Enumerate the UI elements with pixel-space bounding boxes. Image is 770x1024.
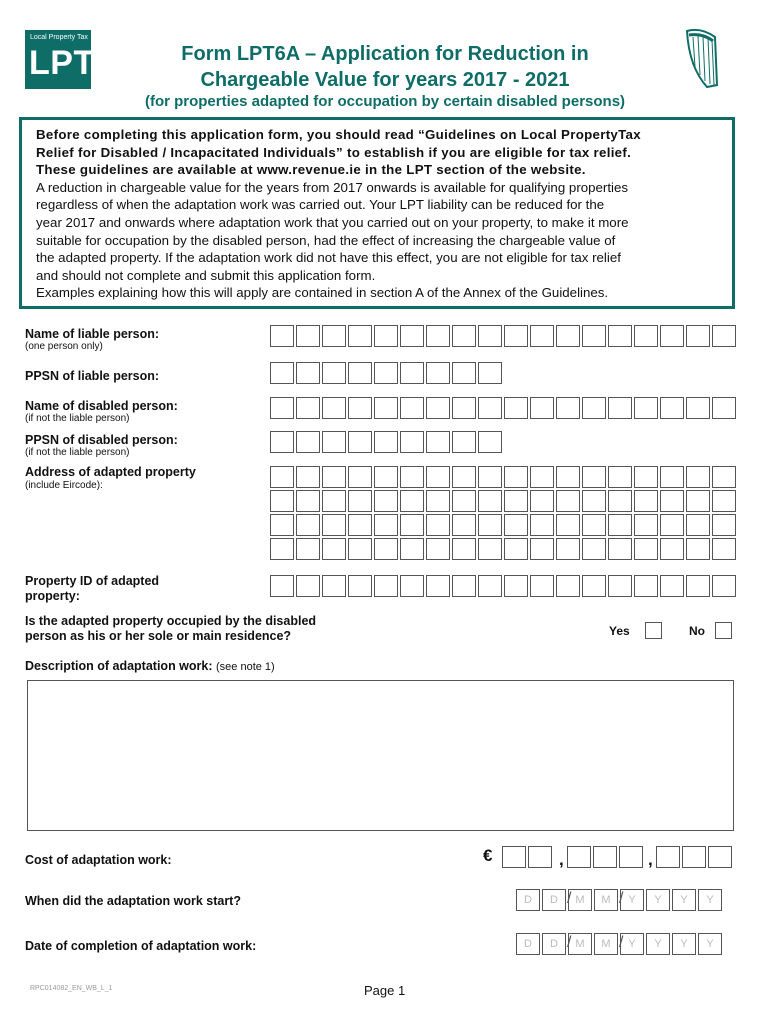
char-cell[interactable]	[478, 466, 502, 488]
char-cell[interactable]	[686, 538, 710, 560]
char-cell[interactable]	[660, 514, 684, 536]
char-cell[interactable]	[712, 397, 736, 419]
char-cell[interactable]	[452, 397, 476, 419]
char-cell[interactable]	[348, 431, 372, 453]
date-cell[interactable]: D	[516, 933, 540, 955]
char-cell[interactable]	[582, 514, 606, 536]
liable-ppsn-label: PPSN of liable person:	[25, 369, 160, 383]
description-note: (see note 1)	[216, 661, 275, 673]
char-cell[interactable]	[504, 514, 528, 536]
char-cell[interactable]	[530, 490, 554, 512]
char-cell[interactable]	[582, 466, 606, 488]
char-cell[interactable]	[634, 538, 658, 560]
char-cell[interactable]	[686, 575, 710, 597]
char-cell[interactable]	[634, 575, 658, 597]
char-cell[interactable]	[478, 325, 502, 347]
description-label-text: Description of adaptation work:	[25, 659, 213, 673]
date-cell[interactable]: Y	[698, 933, 722, 955]
info-line: suitable for occupation by the disabled person, had the effect of increasing the chargeable value of	[36, 232, 616, 248]
harp-emblem-icon	[681, 27, 721, 89]
form-title-line1: Form LPT6A – Application for Reduction in	[181, 43, 589, 65]
char-cell[interactable]	[322, 538, 346, 560]
char-cell[interactable]	[582, 397, 606, 419]
yes-label: Yes	[609, 624, 630, 638]
date-separator: /	[619, 934, 624, 951]
address-row[interactable]	[270, 490, 738, 514]
date-cell[interactable]: Y	[672, 933, 696, 955]
char-cell[interactable]	[374, 325, 398, 347]
char-cell[interactable]	[426, 575, 450, 597]
char-cell[interactable]	[426, 397, 450, 419]
date-cell[interactable]: D	[516, 889, 540, 911]
char-cell[interactable]	[270, 538, 294, 560]
char-cell[interactable]	[452, 514, 476, 536]
char-cell[interactable]	[426, 490, 450, 512]
char-cell[interactable]	[296, 325, 320, 347]
cost-comma: ,	[648, 850, 653, 869]
char-cell[interactable]	[348, 325, 372, 347]
address-input[interactable]	[270, 466, 738, 562]
cost-input-thousands[interactable]	[502, 846, 554, 868]
date-separator: /	[567, 934, 572, 951]
char-cell[interactable]	[348, 514, 372, 536]
char-cell[interactable]	[478, 362, 502, 384]
char-cell[interactable]	[712, 514, 736, 536]
char-cell[interactable]	[556, 466, 580, 488]
char-cell[interactable]	[452, 575, 476, 597]
info-line: and should not complete and submit this application form.	[36, 267, 376, 283]
cost-label: Cost of adaptation work:	[25, 853, 172, 867]
char-cell[interactable]	[478, 514, 502, 536]
char-cell[interactable]	[322, 362, 346, 384]
char-cell[interactable]	[582, 325, 606, 347]
char-cell[interactable]	[708, 846, 732, 868]
char-cell[interactable]	[660, 575, 684, 597]
char-cell[interactable]	[400, 362, 424, 384]
address-label: Address of adapted property	[25, 465, 196, 479]
char-cell[interactable]	[682, 846, 706, 868]
occupied-question-cont: person as his or her sole or main residence?	[25, 629, 292, 643]
char-cell[interactable]	[400, 575, 424, 597]
char-cell[interactable]	[270, 325, 294, 347]
char-cell[interactable]	[426, 514, 450, 536]
char-cell[interactable]	[452, 325, 476, 347]
no-checkbox[interactable]	[715, 622, 732, 639]
char-cell[interactable]	[593, 846, 617, 868]
date-cell[interactable]: Y	[646, 889, 670, 911]
char-cell[interactable]	[270, 362, 294, 384]
logo-top-text: Local Property Tax	[30, 34, 88, 41]
occupied-question: Is the adapted property occupied by the disabled	[25, 614, 317, 628]
char-cell[interactable]	[426, 431, 450, 453]
char-cell[interactable]	[270, 466, 294, 488]
address-row[interactable]	[270, 466, 738, 490]
char-cell[interactable]	[608, 397, 632, 419]
form-title-line2: Chargeable Value for years 2017 - 2021	[200, 69, 570, 91]
char-cell[interactable]	[712, 538, 736, 560]
char-cell[interactable]	[528, 846, 552, 868]
date-cell[interactable]: M	[594, 933, 618, 955]
date-cell[interactable]: Y	[698, 889, 722, 911]
char-cell[interactable]	[608, 514, 632, 536]
char-cell[interactable]	[374, 490, 398, 512]
char-cell[interactable]	[530, 575, 554, 597]
date-separator: /	[619, 890, 624, 907]
char-cell[interactable]	[582, 490, 606, 512]
char-cell[interactable]	[400, 431, 424, 453]
char-cell[interactable]	[296, 362, 320, 384]
char-cell[interactable]	[452, 490, 476, 512]
char-cell[interactable]	[556, 575, 580, 597]
cost-comma: ,	[559, 850, 564, 869]
char-cell[interactable]	[296, 538, 320, 560]
char-cell[interactable]	[400, 325, 424, 347]
char-cell[interactable]	[374, 538, 398, 560]
date-separator: /	[567, 890, 572, 907]
info-line: the adapted property. If the adaptation work did not have this effect, you are not eligible for tax relief	[36, 250, 621, 266]
char-cell[interactable]	[660, 490, 684, 512]
cost-input-units[interactable]	[656, 846, 734, 868]
disabled-ppsn-sublabel: (if not the liable person)	[25, 447, 130, 458]
char-cell[interactable]	[582, 575, 606, 597]
address-row[interactable]	[270, 538, 738, 562]
info-bold-line: These guidelines are available at www.revenue.ie in the LPT section of the website.	[36, 162, 586, 178]
description-label	[25, 659, 275, 675]
info-line: A reduction in chargeable value for the years from 2017 onwards is available for qualifying properties	[36, 179, 629, 195]
address-row[interactable]	[270, 514, 738, 538]
char-cell[interactable]	[712, 575, 736, 597]
disabled-name-input[interactable]	[270, 397, 738, 419]
char-cell[interactable]	[686, 325, 710, 347]
char-cell[interactable]	[530, 538, 554, 560]
date-cell[interactable]: M	[568, 933, 592, 955]
start-date-label: When did the adaptation work start?	[25, 894, 241, 908]
date-cell[interactable]: Y	[672, 889, 696, 911]
char-cell[interactable]	[634, 325, 658, 347]
disabled-ppsn-input[interactable]	[270, 431, 504, 453]
char-cell[interactable]	[530, 514, 554, 536]
char-cell[interactable]	[504, 466, 528, 488]
instructions-box	[19, 117, 735, 309]
char-cell[interactable]	[634, 397, 658, 419]
char-cell[interactable]	[322, 514, 346, 536]
char-cell[interactable]	[322, 325, 346, 347]
char-cell[interactable]	[296, 490, 320, 512]
char-cell[interactable]	[374, 397, 398, 419]
char-cell[interactable]	[504, 538, 528, 560]
cost-input-hundreds[interactable]	[567, 846, 645, 868]
char-cell[interactable]	[608, 325, 632, 347]
info-bold-line: Relief for Disabled / Incapacitated Individuals” to establish if you are eligible for tax relief.	[36, 144, 632, 160]
char-cell[interactable]	[426, 325, 450, 347]
char-cell[interactable]	[296, 514, 320, 536]
char-cell[interactable]	[686, 466, 710, 488]
char-cell[interactable]	[322, 490, 346, 512]
char-cell[interactable]	[452, 362, 476, 384]
char-cell[interactable]	[556, 490, 580, 512]
info-bold-line: Before completing this application form, you should read “Guidelines on Local PropertyTax	[36, 127, 641, 142]
char-cell[interactable]	[270, 575, 294, 597]
char-cell[interactable]	[567, 846, 591, 868]
no-label: No	[689, 624, 705, 638]
char-cell[interactable]	[270, 514, 294, 536]
info-line: Examples explaining how this will apply are contained in section A of the Annex of the Guidelines.	[36, 285, 609, 301]
char-cell[interactable]	[452, 466, 476, 488]
completion-date-label: Date of completion of adaptation work:	[25, 939, 257, 953]
completion-date-input[interactable]	[516, 933, 724, 955]
char-cell[interactable]	[660, 325, 684, 347]
date-cell[interactable]: M	[568, 889, 592, 911]
char-cell[interactable]	[296, 466, 320, 488]
char-cell[interactable]	[296, 431, 320, 453]
char-cell[interactable]	[426, 538, 450, 560]
char-cell[interactable]	[504, 397, 528, 419]
char-cell[interactable]	[608, 466, 632, 488]
logo-big-text: LPT	[29, 44, 95, 82]
char-cell[interactable]	[400, 466, 424, 488]
char-cell[interactable]	[556, 514, 580, 536]
char-cell[interactable]	[348, 490, 372, 512]
char-cell[interactable]	[619, 846, 643, 868]
char-cell[interactable]	[452, 431, 476, 453]
date-cell[interactable]: D	[542, 889, 566, 911]
char-cell[interactable]	[374, 362, 398, 384]
char-cell[interactable]	[656, 846, 680, 868]
description-textarea[interactable]	[27, 680, 734, 831]
char-cell[interactable]	[660, 466, 684, 488]
liable-name-label: Name of liable person:	[25, 327, 160, 341]
char-cell[interactable]	[426, 466, 450, 488]
char-cell[interactable]	[504, 325, 528, 347]
char-cell[interactable]	[348, 538, 372, 560]
char-cell[interactable]	[400, 490, 424, 512]
char-cell[interactable]	[556, 397, 580, 419]
char-cell[interactable]	[296, 397, 320, 419]
char-cell[interactable]	[608, 575, 632, 597]
char-cell[interactable]	[348, 466, 372, 488]
date-cell[interactable]: Y	[646, 933, 670, 955]
char-cell[interactable]	[608, 538, 632, 560]
info-line: year 2017 and onwards where adaptation work that you carried out on your property, to make it more	[36, 214, 629, 230]
form-reference: RPC014082_EN_WB_L_1	[30, 985, 113, 992]
disabled-ppsn-label: PPSN of disabled person:	[25, 433, 178, 447]
info-line: regardless of when the adaptation work was carried out. Your LPT liability can be reduced for the	[36, 197, 605, 213]
char-cell[interactable]	[686, 490, 710, 512]
start-date-input[interactable]	[516, 889, 724, 911]
char-cell[interactable]	[478, 575, 502, 597]
date-cell[interactable]: Y	[620, 933, 644, 955]
char-cell[interactable]	[478, 490, 502, 512]
char-cell[interactable]	[556, 538, 580, 560]
char-cell[interactable]	[322, 575, 346, 597]
char-cell[interactable]	[686, 397, 710, 419]
euro-symbol: €	[483, 846, 493, 865]
char-cell[interactable]	[634, 490, 658, 512]
char-cell[interactable]	[504, 490, 528, 512]
char-cell[interactable]	[530, 397, 554, 419]
page-number: Page 1	[364, 983, 406, 998]
char-cell[interactable]	[322, 397, 346, 419]
property-id-label-cont: property:	[25, 589, 80, 603]
form-subtitle: (for properties adapted for occupation by certain disabled persons)	[144, 93, 626, 110]
date-cell[interactable]: Y	[620, 889, 644, 911]
property-id-input[interactable]	[270, 575, 738, 597]
disabled-name-sublabel: (if not the liable person)	[25, 413, 130, 424]
char-cell[interactable]	[348, 575, 372, 597]
liable-ppsn-input[interactable]	[270, 362, 504, 384]
char-cell[interactable]	[478, 431, 502, 453]
char-cell[interactable]	[296, 575, 320, 597]
char-cell[interactable]	[686, 514, 710, 536]
char-cell[interactable]	[374, 575, 398, 597]
char-cell[interactable]	[374, 431, 398, 453]
char-cell[interactable]	[426, 362, 450, 384]
char-cell[interactable]	[634, 466, 658, 488]
yes-checkbox[interactable]	[645, 622, 662, 639]
char-cell[interactable]	[270, 431, 294, 453]
char-cell[interactable]	[478, 397, 502, 419]
char-cell[interactable]	[374, 466, 398, 488]
disabled-name-label: Name of disabled person:	[25, 399, 178, 413]
property-id-label: Property ID of adapted	[25, 574, 160, 588]
char-cell[interactable]	[582, 538, 606, 560]
char-cell[interactable]	[322, 466, 346, 488]
date-cell[interactable]: D	[542, 933, 566, 955]
char-cell[interactable]	[530, 466, 554, 488]
char-cell[interactable]	[400, 538, 424, 560]
char-cell[interactable]	[530, 325, 554, 347]
char-cell[interactable]	[712, 325, 736, 347]
char-cell[interactable]	[400, 397, 424, 419]
date-cell[interactable]: M	[594, 889, 618, 911]
char-cell[interactable]	[556, 325, 580, 347]
liable-name-sublabel: (one person only)	[25, 341, 103, 352]
char-cell[interactable]	[660, 538, 684, 560]
char-cell[interactable]	[478, 538, 502, 560]
char-cell[interactable]	[270, 397, 294, 419]
char-cell[interactable]	[400, 514, 424, 536]
char-cell[interactable]	[504, 575, 528, 597]
char-cell[interactable]	[712, 466, 736, 488]
char-cell[interactable]	[712, 490, 736, 512]
char-cell[interactable]	[634, 514, 658, 536]
char-cell[interactable]	[502, 846, 526, 868]
char-cell[interactable]	[348, 362, 372, 384]
char-cell[interactable]	[270, 490, 294, 512]
char-cell[interactable]	[608, 490, 632, 512]
char-cell[interactable]	[348, 397, 372, 419]
char-cell[interactable]	[374, 514, 398, 536]
char-cell[interactable]	[452, 538, 476, 560]
char-cell[interactable]	[322, 431, 346, 453]
char-cell[interactable]	[660, 397, 684, 419]
liable-name-input[interactable]	[270, 325, 738, 347]
address-sublabel: (include Eircode):	[25, 480, 103, 491]
